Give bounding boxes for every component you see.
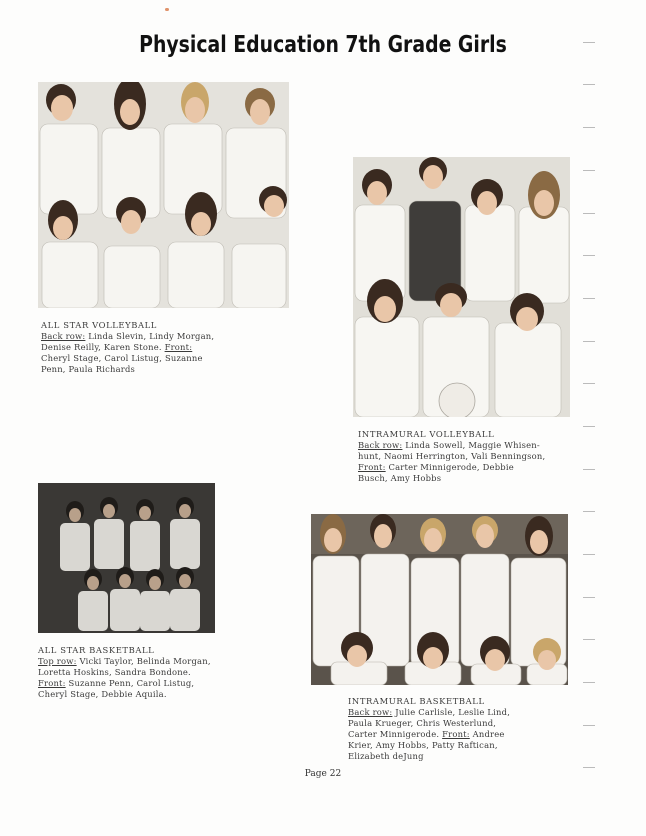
caption-label: Back row: — [41, 331, 86, 341]
caption-line — [38, 678, 268, 689]
tick-mark — [583, 511, 595, 512]
caption-names: Linda Sowell, Maggie Whisen- — [402, 440, 540, 450]
caption-all-star-volleyball — [41, 320, 271, 375]
caption-line — [348, 740, 578, 751]
caption-names: Krier, Amy Hobbs, Patty Raftican, — [348, 740, 498, 750]
caption-intramural-basketball — [348, 696, 578, 762]
tick-mark — [583, 213, 595, 214]
tick-mark — [583, 469, 595, 470]
caption-title: INTRAMURAL VOLLEYBALL — [358, 429, 495, 439]
caption-label: Front: — [358, 462, 386, 472]
caption-label: Front: — [38, 678, 66, 688]
page-title: Physical Education 7th Grade Girls — [139, 32, 507, 58]
caption-line — [41, 353, 271, 364]
caption-label: Front: — [164, 342, 193, 352]
caption-names: Cheryl Stage, Carol Listug, Suzanne — [41, 353, 203, 363]
tick-mark — [583, 767, 595, 768]
caption-line — [38, 689, 268, 700]
caption-line — [348, 707, 578, 718]
caption-names: Penn, Paula Richards — [41, 364, 136, 374]
caption-line — [358, 451, 583, 462]
caption-names: Carter Minnigerode, Debbie — [385, 462, 514, 472]
tick-mark — [583, 597, 595, 598]
tick-mark — [583, 426, 595, 427]
tick-mark — [583, 682, 595, 683]
caption-all-star-basketball — [38, 645, 268, 700]
caption-names: Elizabeth deJung — [348, 751, 424, 761]
caption-label: Back row: — [348, 707, 393, 717]
caption-line — [41, 364, 271, 375]
tick-mark — [583, 298, 595, 299]
caption-names: Paula Krueger, Chris Westerlund, — [348, 718, 497, 728]
caption-line — [348, 729, 578, 740]
caption-names: Cheryl Stage, Debbie Aquila. — [38, 689, 167, 699]
tick-mark — [583, 725, 595, 726]
caption-title: INTRAMURAL BASKETBALL — [348, 696, 485, 706]
photo-intramural-basketball — [311, 514, 568, 685]
caption-line — [348, 751, 578, 762]
photo-all-star-basketball — [38, 483, 215, 633]
caption-line — [358, 473, 583, 484]
tick-mark — [583, 84, 595, 85]
tick-mark — [583, 639, 595, 640]
caption-line — [358, 462, 583, 473]
tick-mark — [583, 341, 595, 342]
caption-line — [348, 718, 578, 729]
caption-intramural-volleyball — [358, 429, 583, 484]
caption-names: Vicki Taylor, Belinda Morgan, — [76, 656, 211, 666]
caption-names: Linda Slevin, Lindy Morgan, — [85, 331, 215, 341]
tick-mark — [583, 42, 595, 43]
caption-names: Denise Reilly, Karen Stone. — [41, 342, 165, 352]
caption-names: Julie Carlisle, Leslie Lind, — [392, 707, 511, 717]
tick-mark — [583, 170, 595, 171]
tick-mark — [583, 383, 595, 384]
caption-names: Busch, Amy Hobbs — [358, 473, 442, 483]
caption-line — [41, 331, 271, 342]
photo-intramural-volleyball — [353, 157, 570, 417]
caption-title: ALL STAR BASKETBALL — [38, 645, 155, 655]
tick-mark — [583, 127, 595, 128]
caption-names: Andree — [469, 729, 505, 739]
caption-line — [358, 440, 583, 451]
caption-names: hunt, Naomi Herrington, Vali Benningson, — [358, 451, 546, 461]
caption-line — [38, 656, 268, 667]
caption-names: Suzanne Penn, Carol Listug, — [65, 678, 195, 688]
caption-names: Carter Minnigerode. — [348, 729, 443, 739]
caption-title: ALL STAR VOLLEYBALL — [41, 320, 157, 330]
caption-names: Loretta Hoskins, Sandra Bondone. — [38, 667, 191, 677]
caption-label: Front: — [442, 729, 470, 739]
tick-mark — [583, 554, 595, 555]
photo-all-star-volleyball — [38, 82, 289, 308]
caption-label: Top row: — [38, 656, 77, 666]
caption-line — [38, 667, 268, 678]
caption-line — [41, 342, 271, 353]
caption-label: Back row: — [358, 440, 403, 450]
page-mark — [165, 8, 169, 11]
page-number: Page 22 — [304, 769, 342, 779]
margin-ticks — [583, 40, 597, 780]
tick-mark — [583, 255, 595, 256]
